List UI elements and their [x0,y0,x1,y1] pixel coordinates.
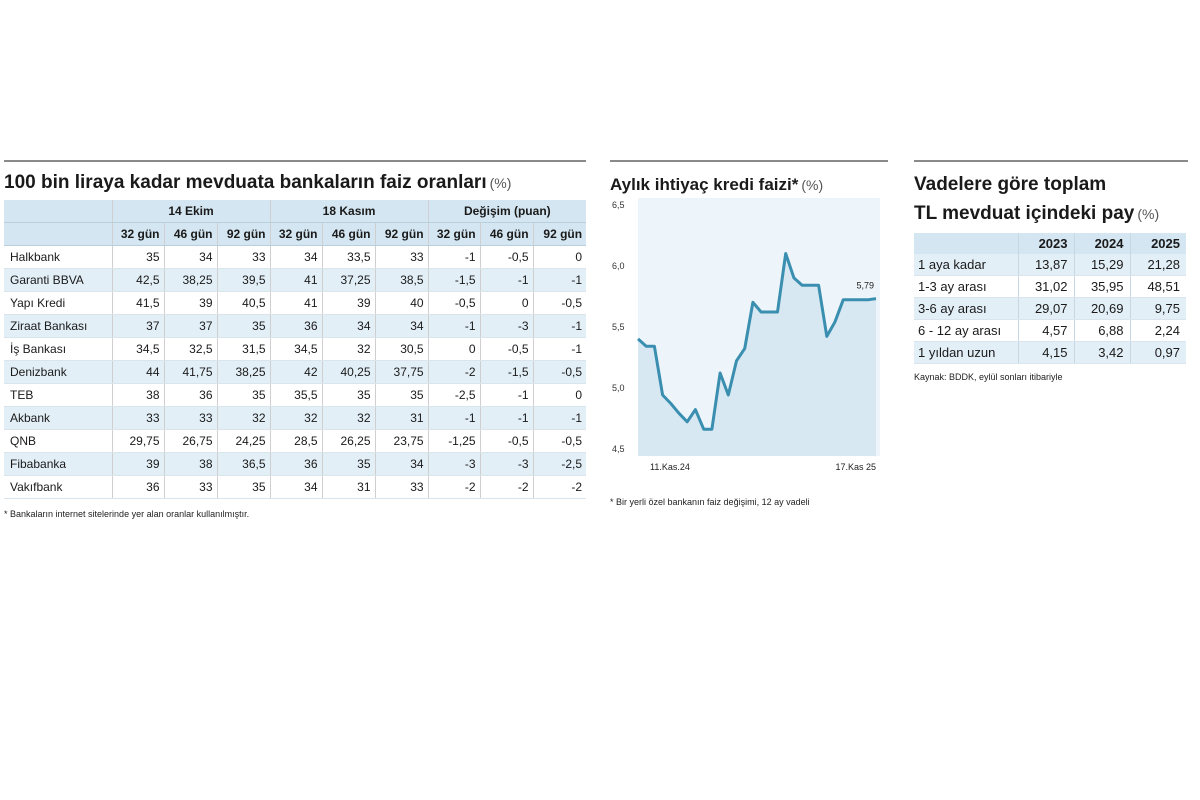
share-cell: 4,57 [1018,320,1074,342]
share-cell: 2,24 [1130,320,1186,342]
group-header-14-ekim: 14 Ekim [112,200,270,223]
rate-cell: -1 [480,269,533,292]
share-cell: 4,15 [1018,342,1074,364]
rate-cell: 35 [112,246,164,269]
rate-cell: 34,5 [112,338,164,361]
column-header: 92 gün [217,223,270,246]
rate-cell: 44 [112,361,164,384]
rate-cell: -1,5 [480,361,533,384]
column-header: 32 gün [270,223,322,246]
rates-title [4,171,586,195]
maturity-label: 1 aya kadar [914,254,1018,276]
rate-cell: -2 [480,476,533,499]
maturity-label: 1-3 ay arası [914,276,1018,298]
rate-cell: 34,5 [270,338,322,361]
column-header: 46 gün [480,223,533,246]
rate-cell: 33 [112,407,164,430]
share-title-line2-text: TL mevduat içindeki pay [914,203,1135,224]
y-tick-label: 5,5 [612,322,625,332]
rate-cell: 30,5 [375,338,428,361]
share-cell: 29,07 [1018,298,1074,320]
bank-name: Akbank [4,407,112,430]
rate-cell: -0,5 [480,338,533,361]
rate-cell: 24,25 [217,430,270,453]
rate-cell: 32 [322,407,375,430]
rates-title-unit: (%) [489,175,512,191]
share-column-header: 2024 [1074,233,1130,254]
table-row [4,292,586,315]
rate-cell: -2 [428,361,480,384]
rate-cell: 35 [375,384,428,407]
bank-name: İş Bankası [4,338,112,361]
rate-cell: 35 [217,315,270,338]
share-cell: 20,69 [1074,298,1130,320]
rate-cell: -1 [533,338,586,361]
rate-cell: 41,5 [112,292,164,315]
rate-cell: 34 [270,246,322,269]
table-row [4,430,586,453]
share-cell: 35,95 [1074,276,1130,298]
rate-cell: 33 [164,407,217,430]
group-header-18-kasim: 18 Kasım [270,200,428,223]
rate-cell: 33 [375,476,428,499]
rates-panel [4,160,586,519]
share-cell: 13,87 [1018,254,1074,276]
rate-cell: -1,25 [428,430,480,453]
rate-cell: -1 [533,407,586,430]
table-row [4,384,586,407]
rates-column-header-row [4,223,586,246]
rate-cell: -0,5 [533,430,586,453]
rate-cell: 38 [112,384,164,407]
table-row [4,453,586,476]
share-cell: 9,75 [1130,298,1186,320]
share-cell: 48,51 [1130,276,1186,298]
chart-footnote: * Bir yerli özel bankanın faiz değişimi, 12 ay vadeli [610,497,810,507]
column-header: 92 gün [533,223,586,246]
rate-cell: 35 [322,453,375,476]
rate-cell: -3 [480,315,533,338]
rate-cell: 23,75 [375,430,428,453]
rate-cell: 39 [322,292,375,315]
y-tick-label: 6,5 [612,200,625,210]
rate-cell: 41,75 [164,361,217,384]
y-tick-label: 4,5 [612,444,625,454]
rate-cell: 36 [112,476,164,499]
share-cell: 0,97 [1130,342,1186,364]
share-cell: 31,02 [1018,276,1074,298]
rates-table [4,200,586,499]
table-row [4,407,586,430]
rate-cell: 33 [375,246,428,269]
rate-cell: -0,5 [428,292,480,315]
rate-cell: 39 [164,292,217,315]
rates-table-body [4,246,586,499]
rate-cell: -3 [480,453,533,476]
share-table-body [914,254,1186,364]
rate-cell: 38,25 [217,361,270,384]
rate-cell: 42 [270,361,322,384]
rate-cell: -2,5 [533,453,586,476]
maturity-label: 3-6 ay arası [914,298,1018,320]
bank-name: TEB [4,384,112,407]
rate-cell: 37,25 [322,269,375,292]
rate-cell: -2 [533,476,586,499]
bank-name: Garanti BBVA [4,269,112,292]
rate-cell: 41 [270,292,322,315]
rate-cell: 38,5 [375,269,428,292]
table-row [4,269,586,292]
rate-cell: 42,5 [112,269,164,292]
rates-corner-cell [4,200,112,223]
loan-rate-chart [610,200,888,490]
rates-corner-cell-2 [4,223,112,246]
rate-cell: -1 [480,407,533,430]
bank-name: QNB [4,430,112,453]
rate-cell: 31 [322,476,375,499]
x-tick-label: 17.Kas 25 [835,462,876,472]
bank-name: Ziraat Bankası [4,315,112,338]
share-source: Kaynak: BDDK, eylül sonları itibariyle [914,372,1063,382]
bank-name: Fibabanka [4,453,112,476]
rate-cell: 40,5 [217,292,270,315]
rate-cell: 32 [322,338,375,361]
rate-cell: 33 [217,246,270,269]
table-row [4,338,586,361]
rate-cell: -0,5 [480,430,533,453]
rate-cell: -0,5 [480,246,533,269]
rate-cell: 35 [322,384,375,407]
chart-top-rule [610,160,888,162]
rate-cell: 39,5 [217,269,270,292]
rate-cell: 32 [217,407,270,430]
group-header-degisim: Değişim (puan) [428,200,586,223]
rate-cell: -2,5 [428,384,480,407]
column-header: 46 gün [164,223,217,246]
rate-cell: -3 [428,453,480,476]
rate-cell: 34 [322,315,375,338]
bank-name: Yapı Kredi [4,292,112,315]
rate-cell: 35,5 [270,384,322,407]
share-cell: 21,28 [1130,254,1186,276]
rate-cell: 36 [270,315,322,338]
table-row [914,254,1186,276]
rate-cell: -0,5 [533,292,586,315]
column-header: 32 gün [428,223,480,246]
rate-cell: 38 [164,453,217,476]
column-header: 92 gün [375,223,428,246]
table-row [914,342,1186,364]
chart-title-text: Aylık ihtiyaç kredi faizi* [610,175,799,194]
rates-footnote: * Bankaların internet sitelerinde yer alan oranlar kullanılmıştır. [4,509,250,519]
rate-cell: 33,5 [322,246,375,269]
bank-name: Halkbank [4,246,112,269]
share-title-unit: (%) [1137,206,1160,222]
rate-cell: 0 [428,338,480,361]
y-tick-label: 6,0 [612,261,625,271]
rate-cell: 36 [270,453,322,476]
share-top-rule [914,160,1188,162]
chart-title-unit: (%) [801,177,824,193]
rate-cell: -1 [428,246,480,269]
rate-cell: 31,5 [217,338,270,361]
maturity-label: 6 - 12 ay arası [914,320,1018,342]
rate-cell: -1,5 [428,269,480,292]
share-cell: 15,29 [1074,254,1130,276]
share-panel [914,160,1188,382]
rates-title-text: 100 bin liraya kadar mevduata bankaların faiz oranları [4,172,487,193]
share-title-line1: Vadelere göre toplam [914,174,1107,195]
share-cell: 3,42 [1074,342,1130,364]
rate-cell: 40 [375,292,428,315]
table-row [914,298,1186,320]
loan-rate-chart-panel [610,160,888,507]
rate-cell: 26,25 [322,430,375,453]
bank-name: Denizbank [4,361,112,384]
share-cell: 6,88 [1074,320,1130,342]
rate-cell: 34 [164,246,217,269]
rate-cell: 35 [217,476,270,499]
column-header: 46 gün [322,223,375,246]
rate-cell: 29,75 [112,430,164,453]
share-corner-cell [914,233,1018,254]
chart-title [610,173,888,197]
rate-cell: 37,75 [375,361,428,384]
rate-cell: -1 [480,384,533,407]
table-row [4,315,586,338]
y-tick-label: 5,0 [612,383,625,393]
table-row [914,320,1186,342]
table-row [4,246,586,269]
maturity-label: 1 yıldan uzun [914,342,1018,364]
rate-cell: 0 [480,292,533,315]
last-value-label: 5,79 [856,280,874,291]
rate-cell: 36 [164,384,217,407]
table-row [4,361,586,384]
rate-cell: 34 [375,315,428,338]
bank-name: Vakıfbank [4,476,112,499]
share-column-header: 2025 [1130,233,1186,254]
rates-top-rule [4,160,586,162]
rate-cell: -1 [428,407,480,430]
table-row [4,476,586,499]
share-table [914,233,1186,364]
rate-cell: 26,75 [164,430,217,453]
x-tick-label: 11.Kas.24 [650,462,690,472]
rate-cell: -1 [533,269,586,292]
rate-cell: 32 [270,407,322,430]
rate-cell: 36,5 [217,453,270,476]
rate-cell: 32,5 [164,338,217,361]
rate-cell: 40,25 [322,361,375,384]
rate-cell: -1 [533,315,586,338]
rate-cell: 31 [375,407,428,430]
share-column-header: 2023 [1018,233,1074,254]
share-header-row [914,233,1186,254]
rate-cell: 37 [112,315,164,338]
rate-cell: 35 [217,384,270,407]
rate-cell: 28,5 [270,430,322,453]
rate-cell: 33 [164,476,217,499]
rate-cell: -1 [428,315,480,338]
rate-cell: 34 [270,476,322,499]
rate-cell: 37 [164,315,217,338]
column-header: 32 gün [112,223,164,246]
rate-cell: -2 [428,476,480,499]
rate-cell: 41 [270,269,322,292]
rate-cell: 0 [533,246,586,269]
rate-cell: 0 [533,384,586,407]
rate-cell: 39 [112,453,164,476]
rates-group-header-row [4,200,586,223]
table-row [914,276,1186,298]
share-title-line2 [914,202,1188,226]
rate-cell: 38,25 [164,269,217,292]
rate-cell: 34 [375,453,428,476]
rate-cell: -0,5 [533,361,586,384]
